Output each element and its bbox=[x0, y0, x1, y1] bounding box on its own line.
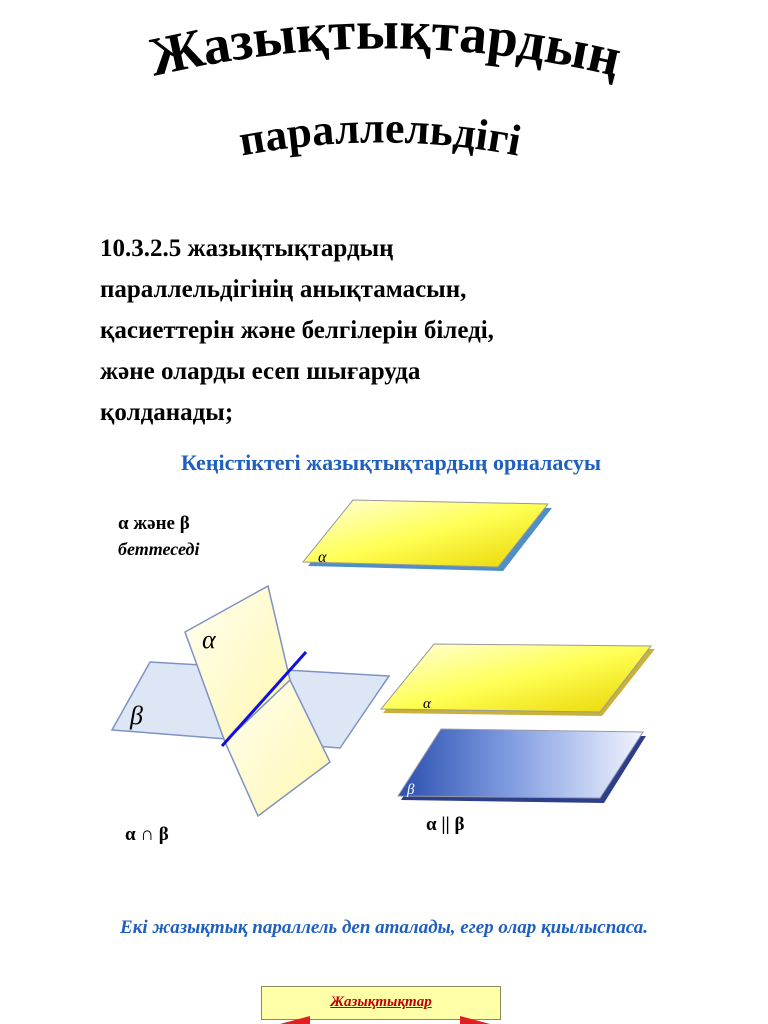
nav-arrows bbox=[270, 1010, 500, 1024]
beta-symbol: β bbox=[130, 701, 143, 730]
intersect-caption: α ∩ β bbox=[125, 824, 169, 845]
parallel-caption: α || β bbox=[426, 814, 465, 835]
coincide-label bbox=[118, 513, 190, 535]
plane-alpha-symbol: α bbox=[318, 549, 327, 566]
objective-line: 10.3.2.5 жазықтықтардың bbox=[100, 235, 394, 262]
alpha-symbol: α bbox=[423, 696, 431, 712]
intersecting-planes bbox=[112, 586, 389, 816]
beta-symbol: β bbox=[407, 782, 415, 798]
left-arrow-icon[interactable] bbox=[280, 1016, 310, 1024]
parallel-planes bbox=[381, 644, 655, 803]
section-heading: Кеңістіктегі жазықтықтардың орналасуы bbox=[180, 450, 602, 475]
coincide-label-line1: α және β bbox=[118, 513, 190, 534]
coinciding-planes bbox=[303, 500, 552, 571]
right-arrow-icon[interactable] bbox=[460, 1016, 490, 1024]
objective-line: қасиеттерін және белгілерін біледі, bbox=[100, 317, 494, 344]
coincide-label-line2: беттеседі bbox=[118, 539, 200, 559]
objective-line: параллельдігінің анықтамасын, bbox=[100, 276, 467, 303]
title-line1: Жазықтықтардың bbox=[143, 0, 627, 88]
plane-beta bbox=[398, 729, 643, 798]
objective-line: және оларды есеп шығаруда bbox=[100, 358, 421, 385]
objective-line: қолданады; bbox=[100, 399, 234, 426]
title-line2: параллельдігі bbox=[235, 103, 526, 166]
definition-text: Екі жазықтық параллель деп аталады, егер олар қиылыспаса. bbox=[120, 917, 648, 938]
alpha-symbol: α bbox=[202, 625, 216, 654]
planes-nav-label: Жазықтықтар bbox=[330, 994, 432, 1010]
